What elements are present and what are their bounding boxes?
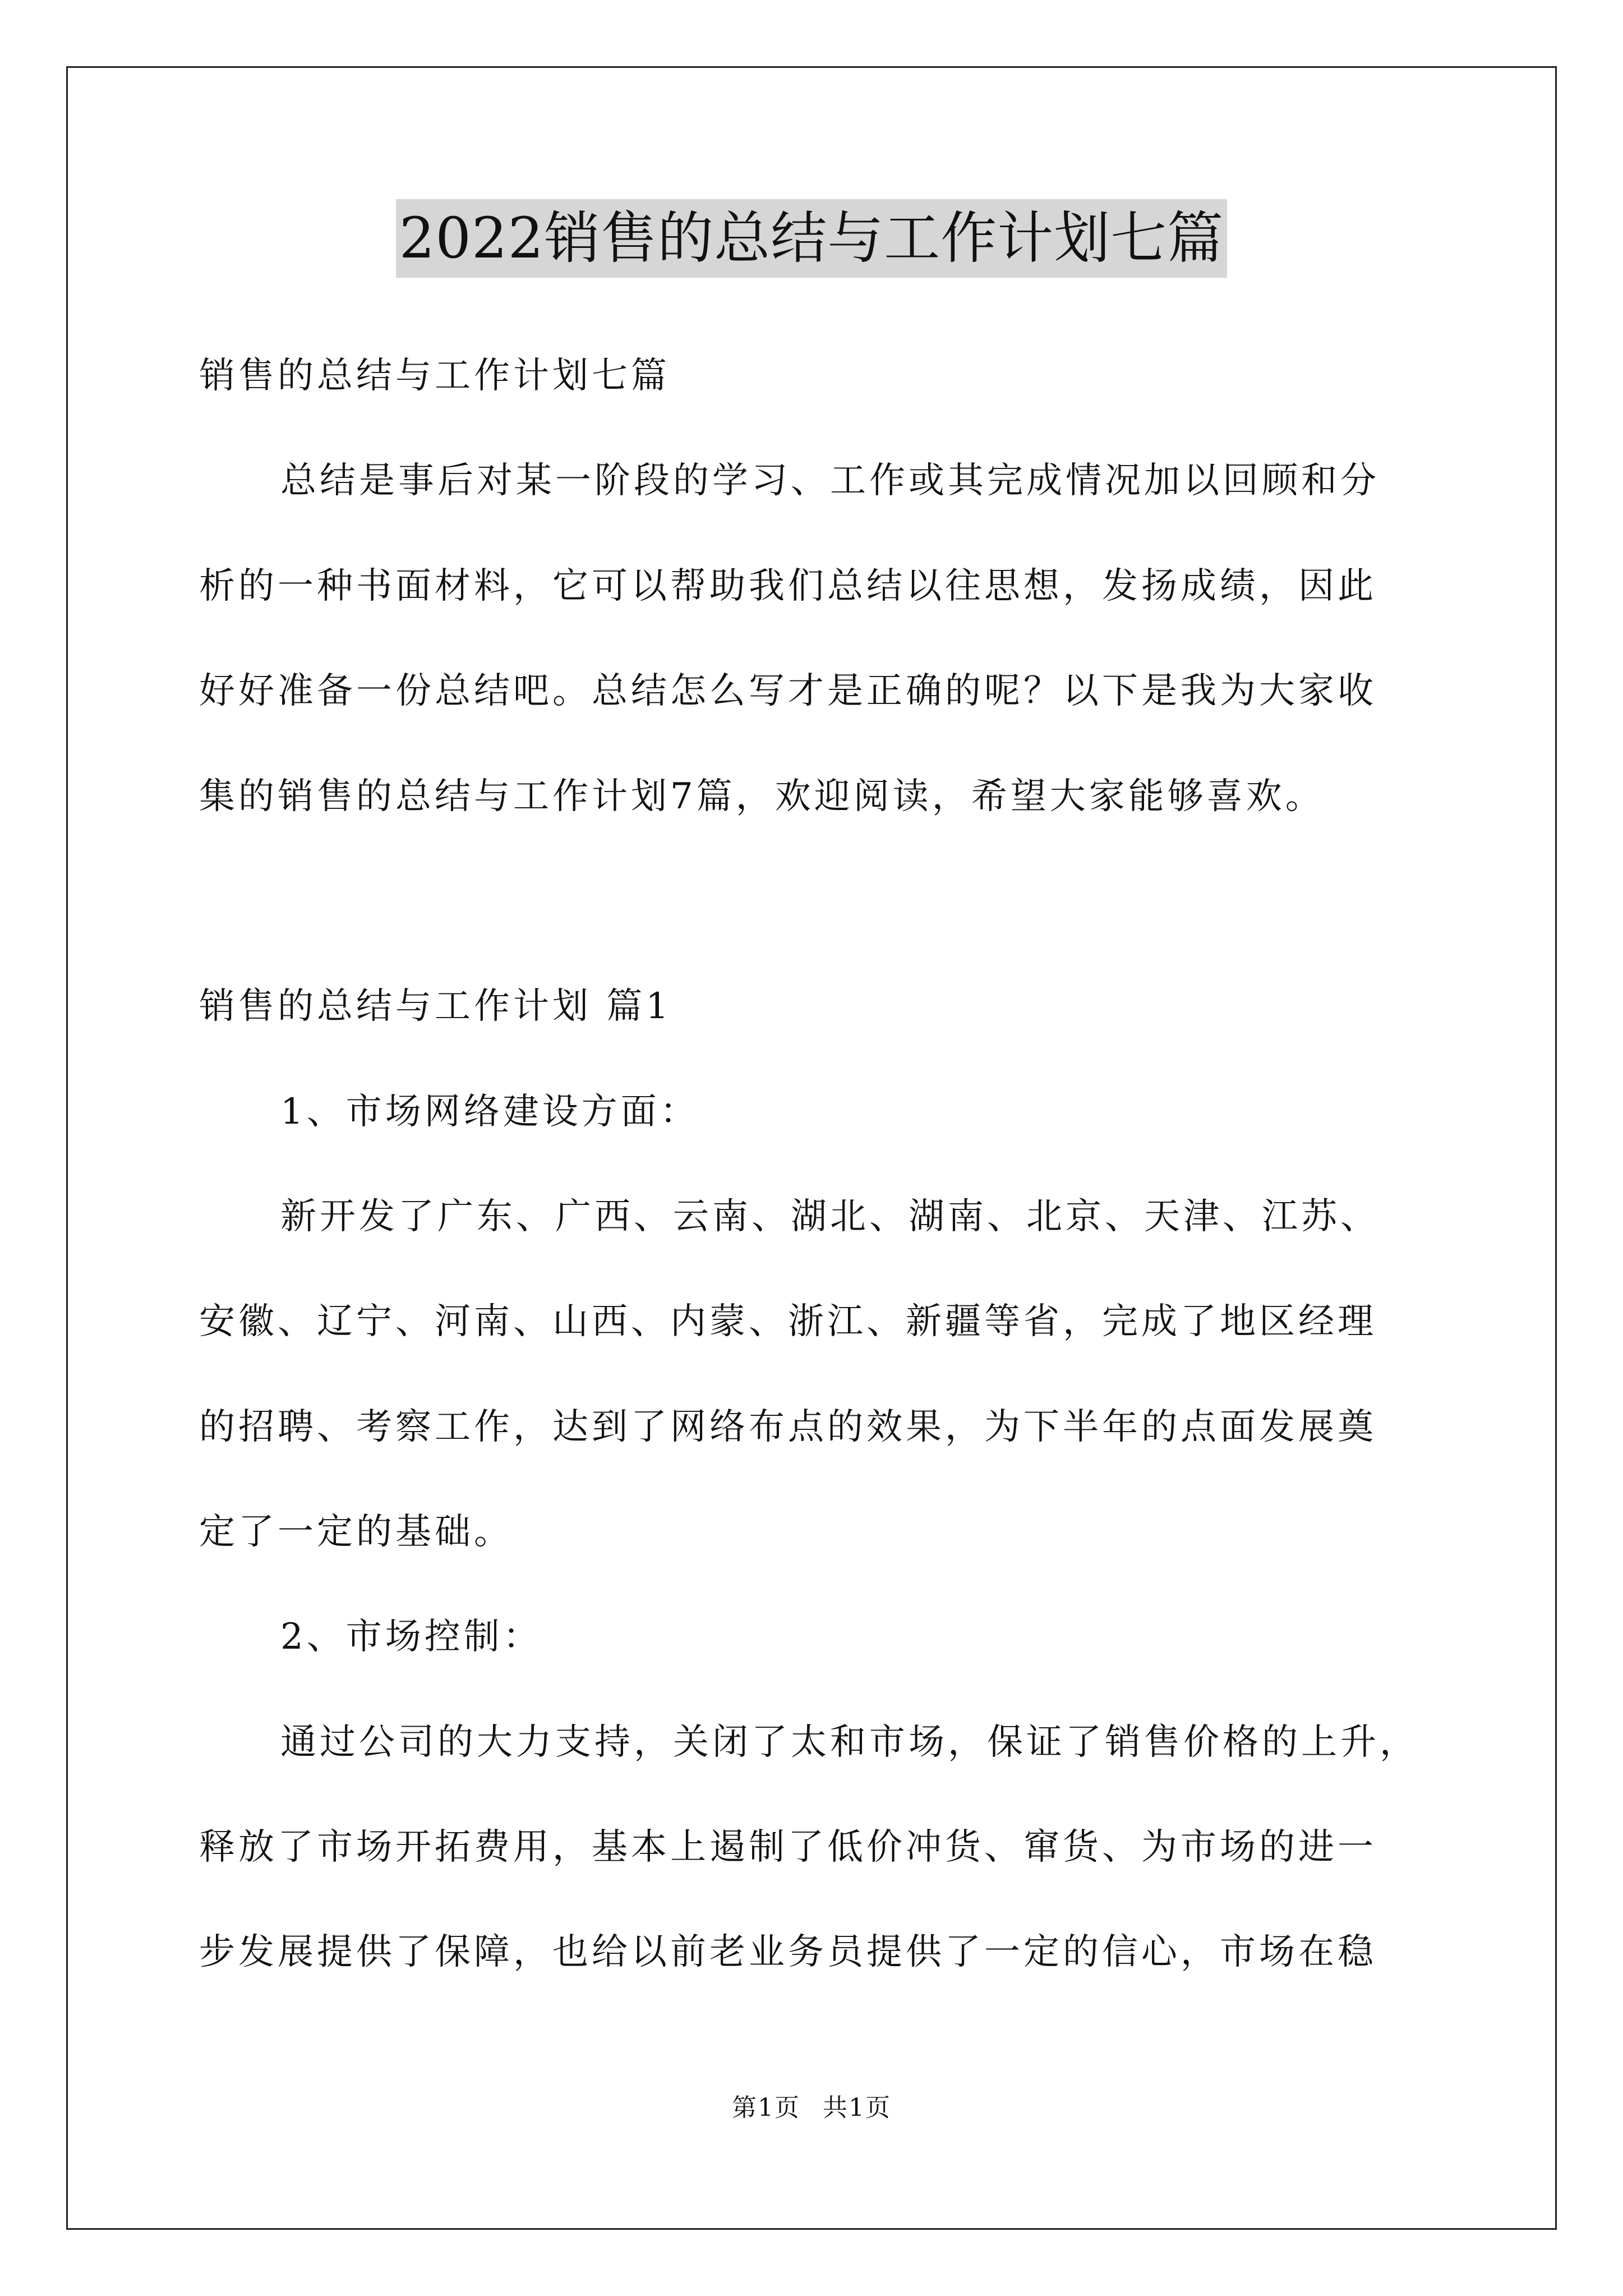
item2-line-1: 通过公司的大力支持，关闭了太和市场，保证了销售价格的上升， (280, 1722, 1419, 1763)
item1-line-4: 定了一定的基础。 (199, 1511, 513, 1553)
intro-line-3: 好好准备一份总结吧。总结怎么写才是正确的呢？以下是我为大家收 (199, 670, 1377, 712)
item1-heading: 1、市场网络建设方面： (280, 1091, 699, 1133)
page-total: 共1页 (823, 2093, 891, 2122)
item2-heading: 2、市场控制： (280, 1616, 542, 1658)
intro-line-4: 集的销售的总结与工作计划7篇，欢迎阅读，希望大家能够喜欢。 (199, 776, 1325, 817)
item2-line-3: 步发展提供了保障，也给以前老业务员提供了一定的信心，市场在稳 (199, 1931, 1377, 1973)
item1-line-1: 新开发了广东、广西、云南、湖北、湖南、北京、天津、江苏、 (280, 1196, 1380, 1237)
page-number: 第1页 (732, 2093, 800, 2122)
document-title: 2022销售的总结与工作计划七篇 (396, 199, 1228, 278)
intro-line-2: 析的一种书面材料，它可以帮助我们总结以往思想，发扬成绩，因此 (199, 565, 1377, 607)
page-footer (0, 2091, 1623, 2125)
intro-line-1: 总结是事后对某一阶段的学习、工作或其完成情况加以回顾和分 (280, 460, 1380, 501)
item1-line-3: 的招聘、考察工作，达到了网络布点的效果，为下半年的点面发展奠 (199, 1406, 1377, 1448)
item2-line-2: 释放了市场开拓费用，基本上遏制了低价冲货、窜货、为市场的进一 (199, 1826, 1377, 1868)
item1-line-2: 安徽、辽宁、河南、山西、内蒙、浙江、新疆等省，完成了地区经理 (199, 1301, 1377, 1342)
document-subtitle: 销售的总结与工作计划七篇 (199, 355, 670, 397)
title-wrap (0, 199, 1623, 278)
section-heading: 销售的总结与工作计划 篇1 (199, 986, 672, 1027)
